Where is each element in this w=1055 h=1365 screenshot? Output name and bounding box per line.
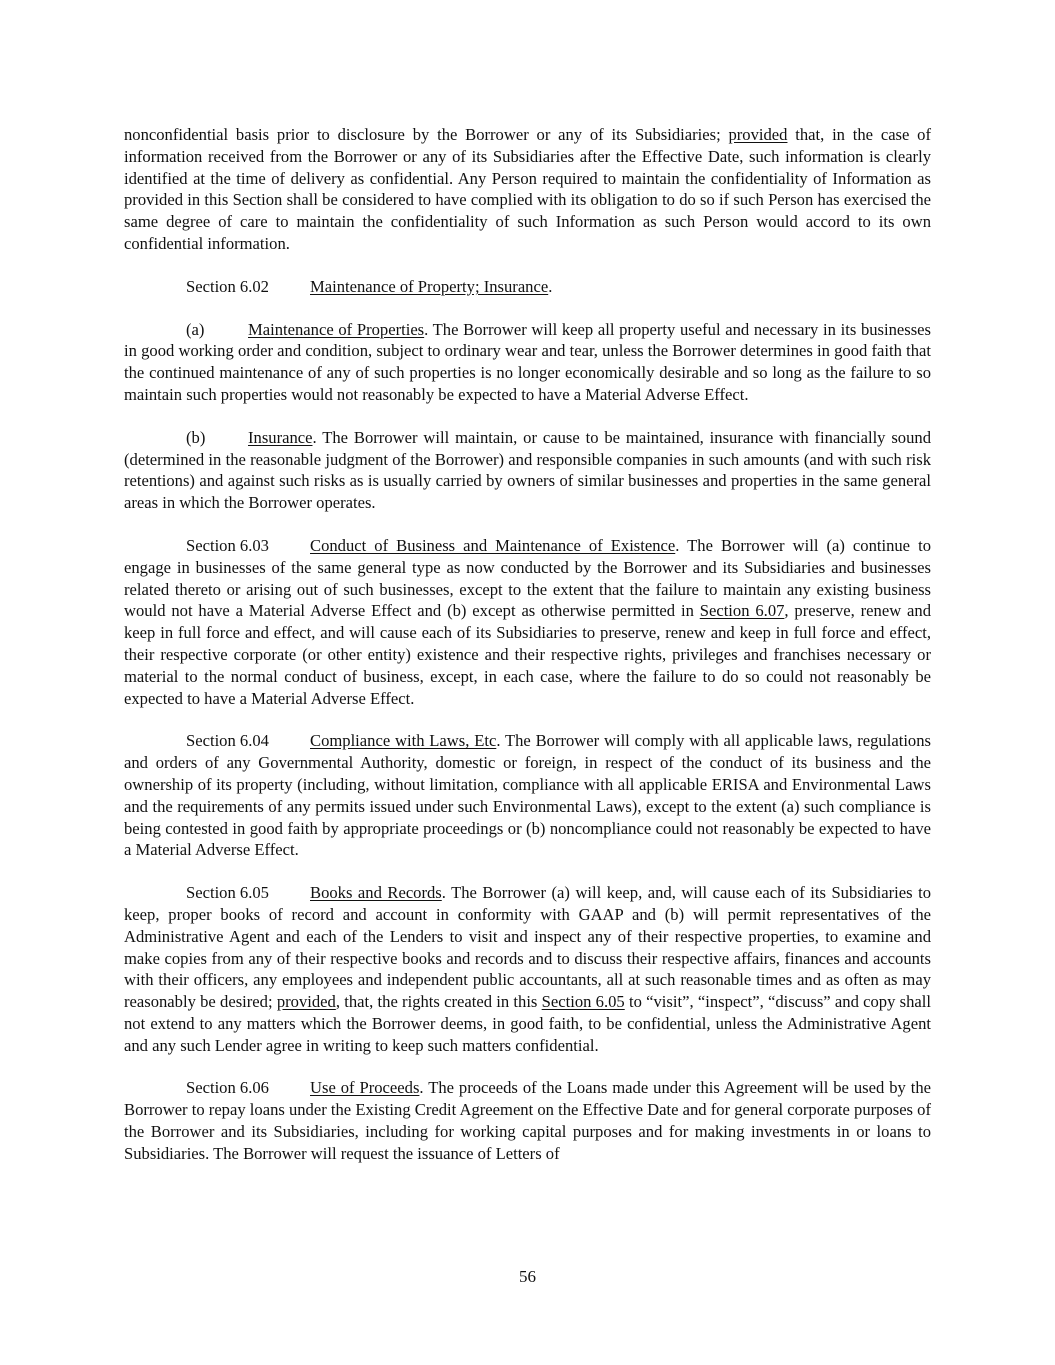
section-6-03: Section 6.03 Conduct of Business and Maintenance of Existence. The Borrower will (a) continue to engage in businesses of the same general type as now conducted by the Borrower and its Subsidiaries and businesses related thereto or arising out of such businesses, except to the extent that the failure to maintain any existing business would not have a Material Adverse Effect and (b) except as otherwise permitted in Section 6.07, preserve, renew and keep in full force and effect, and will cause each of its Subsidiaries to preserve, renew and keep in full force and effect, their respective corporate (or other entity) existence and their respective rights, privileges and franchises necessary or material to the normal conduct of business, except, in each case, where the failure to do so could not reasonably be expected to have a Material Adverse Effect.	[124, 535, 932, 708]
section-6-05: Section 6.05 Books and Records. The Borrower (a) will keep, and, will cause each of its Subsidiaries to keep, proper books of record and account in conformity with GAAP and (b) will permit representatives of the Administrative Agent and each of the Lenders to visit and inspect any of their respective properties, to examine and make copies from any of their respective books and records and to discuss their respective affairs, finances and accounts with their officers, any employees and independent public accountants, all at such reasonable times and as often as may reasonably be desired; provided, that, the rights created in this Section 6.05 to “visit”, “inspect”, “discuss” and copy shall not extend to any matters which the Borrower deems, in good faith, to be confidential, unless the Administrative Agent and any such Lender agree in writing to keep such matters confidential.	[124, 883, 931, 1055]
section-number: Section 6.03	[186, 535, 269, 555]
subsection-label: (b)	[186, 427, 206, 447]
section-6-06: Section 6.06 Use of Proceeds. The proceeds of the Loans made under this Agreement will be used by the Borrower to repay loans under the Existing Credit Agreement on the Effective Date and for general corporate purposes of the Borrower and its Subsidiaries, including for working capital purposes and for making investments in or loans to Subsidiaries. The Borrower will request the issuance of Letters of	[124, 1078, 932, 1163]
document-page	[124, 124, 931, 1186]
section-number: Section 6.06	[186, 1078, 269, 1098]
provided-term: provided	[728, 125, 788, 144]
subsection-title: Insurance	[248, 427, 313, 447]
subsection-title: Maintenance of Properties	[248, 319, 425, 339]
page-number: 56	[519, 1267, 536, 1286]
section-number: Section 6.04	[186, 731, 269, 751]
section-title: Use of Proceeds	[310, 1078, 420, 1098]
section-title: Conduct of Business and Maintenance of Existence	[310, 535, 676, 555]
section-6-02-b: (b) Insurance. The Borrower will maintain, or cause to be maintained, insurance with financially sound (determined in the reasonable judgment of the Borrower) and responsible companies in such amounts (and with such risk retentions) and against such risks as is usually carried by owners of similar businesses and properties in the same general areas in which the Borrower operates.	[124, 427, 931, 513]
section-title: Maintenance of Property; Insurance	[310, 276, 549, 296]
section-reference: Section 6.07	[699, 601, 785, 621]
section-reference: Section 6.05	[541, 992, 625, 1012]
section-title: Compliance with Laws, Etc	[310, 731, 497, 751]
section-6-04: Section 6.04 Compliance with Laws, Etc. The Borrower will comply with all applicable laws, regulations and orders of any Governmental Authority, domestic or foreign, in respect of the conduct of its business and the ownership of its property (including, without limitation, compliance with all applicable ERISA and Environmental Laws and the requirements of any permits issued under such Environmental Laws), except to the extent (a) such compliance is being contested in good faith by appropriate proceedings or (b) noncompliance could not reasonably be expected to have a Material Adverse Effect.	[124, 731, 931, 860]
subsection-label: (a)	[186, 319, 205, 339]
provided-term: provided	[276, 992, 336, 1012]
section-number: Section 6.02	[186, 276, 269, 296]
paragraph-confidentiality-continued: nonconfidential basis prior to disclosure by the Borrower or any of its Subsidiaries; provided that, in the case of information received from the Borrower or any of its Subsidiaries after the Effective Date, such information is clearly identified at the time of delivery as confidential. Any Person required to maintain the confidentiality of Information as provided in this Section shall be considered to have complied with its obligation to do so if such Person has exercised the same degree of care to maintain the confidentiality of such Information as such Person would accord to its own confidential information.	[124, 125, 931, 253]
section-6-02-heading: Section 6.02 Maintenance of Property; Insurance.	[186, 276, 553, 296]
section-title: Books and Records	[310, 883, 442, 903]
section-number: Section 6.05	[186, 883, 269, 903]
section-6-02-a: (a) Maintenance of Properties. The Borrower will keep all property useful and necessary in its businesses in good working order and condition, subject to ordinary wear and tear, unless the Borrower determines in good faith that the continued maintenance of any of such properties is no longer economically desirable and so long as the failure to so maintain such properties would not reasonably be expected to have a Material Adverse Effect.	[124, 319, 932, 404]
